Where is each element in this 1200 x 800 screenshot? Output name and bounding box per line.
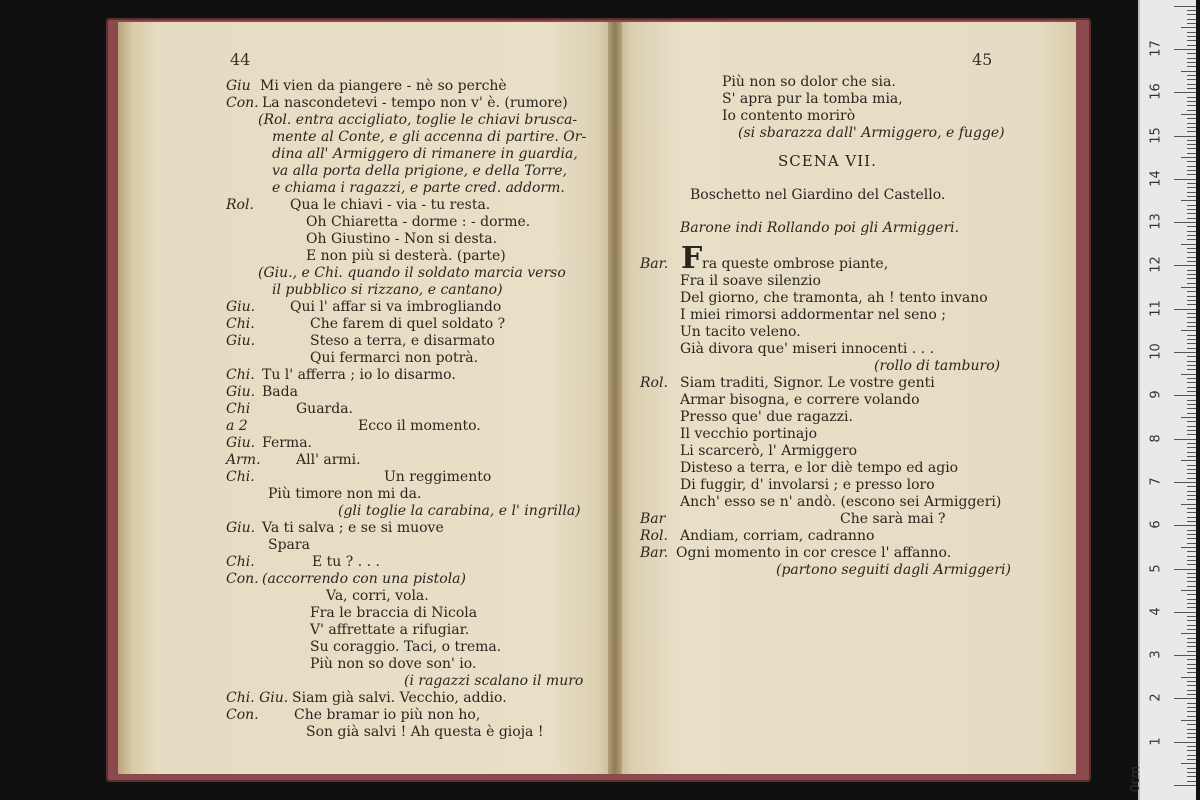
speaker-label: Chi. — [226, 316, 255, 332]
text-line: va alla porta della prigione, e della Torre, — [272, 163, 568, 179]
ruler-number: 1 — [1148, 737, 1164, 746]
text-line: ra queste ombrose piante, — [702, 256, 889, 272]
text-line: Io contento morirò — [722, 108, 856, 124]
ruler-tick — [1187, 343, 1196, 344]
ruler-tick — [1187, 10, 1196, 11]
text-line: Fra le braccia di Nicola — [310, 605, 478, 621]
text-line: (rollo di tamburo) — [874, 358, 1001, 374]
ruler-tick — [1187, 339, 1196, 340]
ruler-number: 3 — [1148, 650, 1164, 659]
ruler-tick — [1174, 698, 1196, 699]
text-line: Ogni momento in cor cresce l' affanno. — [676, 545, 952, 561]
ruler-tick — [1187, 218, 1196, 219]
ruler-tick — [1187, 378, 1196, 379]
text-line: Oh Chiaretta - dorme : - dorme. — [306, 214, 531, 230]
ruler-tick — [1187, 296, 1196, 297]
ruler-tick — [1187, 97, 1196, 98]
ruler-tick — [1181, 157, 1196, 158]
speaker-label: Chi. Giu. — [226, 690, 289, 706]
text-line: Presso que' due ragazzi. — [680, 409, 853, 425]
ruler-tick — [1181, 590, 1196, 591]
speaker-label: Arm. — [226, 452, 261, 468]
ruler-tick — [1181, 114, 1196, 115]
ruler-tick — [1187, 36, 1196, 37]
ruler-tick — [1174, 222, 1196, 223]
text-line: (Rol. entra accigliato, toglie le chiavi brusca- — [258, 112, 578, 128]
ruler-tick — [1187, 681, 1196, 682]
ruler-tick — [1187, 703, 1196, 704]
text-line: Armar bisogna, e correre volando — [680, 392, 920, 408]
ruler-tick — [1187, 101, 1196, 102]
ruler-number: 17 — [1148, 40, 1164, 57]
ruler-tick — [1187, 127, 1196, 128]
ruler-tick — [1187, 23, 1196, 24]
ruler-tick — [1187, 166, 1196, 167]
ruler-tick — [1187, 469, 1196, 470]
ruler-tick — [1187, 192, 1196, 193]
ruler-tick — [1187, 465, 1196, 466]
ruler-tick — [1187, 66, 1196, 67]
speaker-label: Rol. — [640, 375, 668, 391]
ruler-tick — [1174, 352, 1196, 353]
ruler-tick — [1187, 58, 1196, 59]
ruler-tick — [1187, 746, 1196, 747]
ruler-tick — [1187, 209, 1196, 210]
ruler-tick — [1187, 607, 1196, 608]
ruler-tick — [1187, 707, 1196, 708]
ruler-tick — [1187, 521, 1196, 522]
ruler-tick — [1187, 205, 1196, 206]
ruler-tick — [1174, 525, 1196, 526]
ruler-number: 13 — [1148, 213, 1164, 230]
ruler-tick — [1187, 690, 1196, 691]
text-line: (i ragazzi scalano il muro — [404, 673, 584, 689]
scene-title: SCENA VII. — [778, 152, 877, 170]
ruler-tick — [1187, 724, 1196, 725]
ruler-tick — [1187, 534, 1196, 535]
ruler-tick — [1187, 768, 1196, 769]
ruler-tick — [1187, 408, 1196, 409]
speaker-label: Con. — [226, 707, 259, 723]
ruler-tick — [1174, 742, 1196, 743]
text-line: S' apra pur la tomba mia, — [722, 91, 903, 107]
ruler-tick — [1187, 733, 1196, 734]
ruler-tick — [1187, 123, 1196, 124]
ruler-tick — [1187, 499, 1196, 500]
ruler-tick — [1187, 404, 1196, 405]
ruler-tick — [1187, 19, 1196, 20]
ruler-tick — [1187, 317, 1196, 318]
ruler-tick — [1174, 49, 1196, 50]
speaker-label: Con. — [226, 571, 259, 587]
ruler-tick — [1187, 426, 1196, 427]
ruler-tick — [1174, 6, 1196, 7]
ruler-tick — [1187, 672, 1196, 673]
ruler-tick — [1187, 413, 1196, 414]
text-line: I miei rimorsi addormentar nel seno ; — [680, 307, 947, 323]
text-line: Fra il soave silenzio — [680, 273, 821, 289]
text-line: Va ti salva ; e se si muove — [262, 520, 444, 536]
ruler-tick — [1181, 374, 1196, 375]
text-line: V' affrettate a rifugiar. — [310, 622, 470, 638]
text-line: (partono seguiti dagli Armiggeri) — [776, 562, 1011, 578]
ruler-tick — [1187, 716, 1196, 717]
ruler-tick — [1187, 304, 1196, 305]
text-line: Su coraggio. Taci, o trema. — [310, 639, 502, 655]
ruler-tick — [1181, 200, 1196, 201]
ruler-number: 8 — [1148, 433, 1164, 443]
text-line: e chiama i ragazzi, e parte cred. addorm. — [272, 180, 565, 196]
ruler-tick — [1187, 161, 1196, 162]
speaker-label: Giu. — [226, 520, 256, 536]
ruler-tick — [1187, 45, 1196, 46]
text-line: Ecco il momento. — [358, 418, 481, 434]
ruler-tick — [1181, 460, 1196, 461]
text-line: Già divora que' miseri innocenti . . . — [680, 341, 935, 357]
ruler-tick — [1187, 326, 1196, 327]
ruler-tick — [1181, 677, 1196, 678]
ruler-tick — [1174, 569, 1196, 570]
text-line: E tu ? . . . — [312, 554, 380, 570]
ruler-tick — [1187, 620, 1196, 621]
ruler-tick — [1187, 512, 1196, 513]
ruler-tick — [1187, 105, 1196, 106]
ruler-tick — [1187, 434, 1196, 435]
ruler-tick — [1187, 551, 1196, 552]
text-line: Qua le chiavi - via - tu resta. — [290, 197, 491, 213]
ruler-tick — [1174, 482, 1196, 483]
text-line: All' armi. — [296, 452, 361, 468]
speaker-label: Giu. — [226, 435, 256, 451]
ruler-tick — [1181, 244, 1196, 245]
text-line: La nascondetevi - tempo non v' è. (rumore) — [262, 95, 568, 111]
ruler-tick — [1187, 594, 1196, 595]
text-line: Tu l' afferra ; io lo disarmo. — [262, 367, 456, 383]
speaker-label: Rol. — [640, 528, 668, 544]
ruler-tick — [1187, 79, 1196, 80]
text-line: (si sbarazza dall' Armiggero, e fugge) — [738, 125, 1005, 141]
ruler-tick — [1187, 361, 1196, 362]
ruler-number: 6 — [1148, 520, 1164, 529]
text-line: Un tacito veleno. — [680, 324, 801, 340]
speaker-label: Bar. — [640, 256, 669, 272]
ruler-tick — [1187, 183, 1196, 184]
speaker-label: Chi. — [226, 469, 255, 485]
ruler-tick — [1187, 659, 1196, 660]
ruler-tick — [1187, 118, 1196, 119]
ruler-tick — [1187, 235, 1196, 236]
ruler-tick — [1187, 291, 1196, 292]
ruler-tick — [1187, 148, 1196, 149]
speaker-label: Chi. — [226, 554, 255, 570]
text-line: Che bramar io più non ho, — [294, 707, 481, 723]
ruler-tick — [1174, 785, 1196, 786]
ruler-tick — [1174, 439, 1196, 440]
speaker-label: Bar. — [640, 545, 669, 561]
speaker-label: Con. — [226, 95, 259, 111]
ruler-tick — [1187, 430, 1196, 431]
ruler-tick — [1187, 664, 1196, 665]
text-line: Ferma. — [262, 435, 312, 451]
ruler-tick — [1187, 187, 1196, 188]
ruler-tick — [1187, 421, 1196, 422]
ruler-tick — [1187, 625, 1196, 626]
text-line: Più non so dolor che sia. — [722, 74, 896, 90]
ruler-tick — [1181, 720, 1196, 721]
ruler-tick — [1187, 131, 1196, 132]
ruler-tick — [1174, 309, 1196, 310]
ruler-tick — [1187, 300, 1196, 301]
ruler-tick — [1187, 322, 1196, 323]
text-line: Bada — [262, 384, 298, 400]
ruler-tick — [1187, 586, 1196, 587]
ruler-tick — [1181, 504, 1196, 505]
ruler-tick — [1187, 603, 1196, 604]
text-line: Mi vien da piangere - nè so perchè — [260, 78, 507, 94]
ruler-tick — [1187, 153, 1196, 154]
ruler-tick — [1187, 646, 1196, 647]
ruler-tick — [1174, 179, 1196, 180]
text-line: Son già salvi ! Ah questa è gioja ! — [306, 724, 544, 740]
text-line: (Giu., e Chi. quando il soldato marcia verso — [258, 265, 566, 281]
ruler-tick — [1187, 313, 1196, 314]
text-line: Oh Giustino - Non si desta. — [306, 231, 498, 247]
ruler-tick — [1187, 40, 1196, 41]
text-line: Che farem di quel soldato ? — [310, 316, 506, 332]
text-line: Siam traditi, Signor. Le vostre genti — [680, 375, 935, 391]
ruler-tick — [1187, 14, 1196, 15]
text-line: Siam già salvi. Vecchio, addio. — [292, 690, 507, 706]
book-gutter — [608, 22, 622, 774]
ruler-tick — [1187, 685, 1196, 686]
ruler-tick — [1187, 478, 1196, 479]
scene-setting: Boschetto nel Giardino del Castello. — [690, 187, 946, 203]
ruler-number: 2 — [1148, 693, 1164, 703]
ruler-number: 10 — [1148, 343, 1164, 360]
ruler-tick — [1187, 486, 1196, 487]
ruler-tick — [1187, 140, 1196, 141]
text-line: Anch' esso se n' andò. (escono sei Armiggeri) — [680, 494, 1002, 510]
ruler-tick — [1174, 395, 1196, 396]
text-line: (accorrendo con una pistola) — [262, 571, 466, 587]
ruler-tick — [1187, 443, 1196, 444]
ruler-tick — [1187, 759, 1196, 760]
ruler-tick — [1187, 737, 1196, 738]
ruler-tick — [1187, 75, 1196, 76]
ruler-tick — [1187, 616, 1196, 617]
speaker-label: a 2 — [226, 418, 248, 434]
ruler-tick — [1187, 668, 1196, 669]
ruler-tick — [1187, 581, 1196, 582]
ruler-tick — [1187, 144, 1196, 145]
ruler-number: 15 — [1148, 126, 1164, 144]
text-line: Andiam, corriam, cadranno — [680, 528, 875, 544]
ruler-tick — [1187, 642, 1196, 643]
ruler-tick — [1187, 694, 1196, 695]
ruler-tick — [1187, 556, 1196, 557]
ruler-tick — [1187, 252, 1196, 253]
ruler-tick — [1187, 387, 1196, 388]
ruler-tick — [1187, 530, 1196, 531]
ruler-number: 9 — [1148, 390, 1164, 399]
ruler-tick — [1187, 517, 1196, 518]
speaker-label: Giu. — [226, 333, 256, 349]
ruler-tick — [1187, 729, 1196, 730]
ruler-tick — [1187, 456, 1196, 457]
ruler-tick — [1187, 538, 1196, 539]
text-line: Steso a terra, e disarmato — [310, 333, 495, 349]
ruler-tick — [1187, 335, 1196, 336]
ruler-number: 16 — [1148, 83, 1164, 100]
ruler-tick — [1187, 196, 1196, 197]
ruler-tick — [1187, 53, 1196, 54]
text-line: Spara — [268, 537, 310, 553]
ruler-tick — [1187, 495, 1196, 496]
ruler-tick — [1187, 261, 1196, 262]
speaker-label: Rol. — [226, 197, 254, 213]
ruler-tick — [1187, 170, 1196, 171]
ruler-tick — [1187, 638, 1196, 639]
ruler-tick — [1187, 651, 1196, 652]
drop-cap: F — [681, 241, 703, 276]
ruler-tick — [1187, 278, 1196, 279]
ruler-tick — [1174, 655, 1196, 656]
ruler-tick — [1174, 265, 1196, 266]
ruler-tick — [1181, 27, 1196, 28]
ruler-tick — [1187, 62, 1196, 63]
text-line: Un reggimento — [384, 469, 492, 485]
scene-characters: Barone indi Rollando poi gli Armiggeri. — [680, 220, 960, 236]
ruler-tick — [1181, 287, 1196, 288]
text-line: il pubblico si rizzano, e cantano) — [272, 282, 503, 298]
text-line: Che sarà mai ? — [840, 511, 946, 527]
ruler-tick — [1187, 473, 1196, 474]
speaker-label: Chi — [226, 401, 251, 417]
text-line: Guarda. — [296, 401, 353, 417]
ruler-tick — [1187, 543, 1196, 544]
ruler-tick — [1187, 564, 1196, 565]
ruler-tick — [1187, 573, 1196, 574]
speaker-label: Giu. — [226, 299, 256, 315]
ruler-tick — [1187, 400, 1196, 401]
left-page-number: 44 — [230, 50, 251, 69]
ruler-tick — [1187, 382, 1196, 383]
text-line: Li scarcerò, l' Armiggero — [680, 443, 858, 459]
ruler-tick — [1181, 417, 1196, 418]
ruler-tick — [1187, 239, 1196, 240]
ruler-tick — [1187, 755, 1196, 756]
ruler-tick — [1187, 781, 1196, 782]
text-line: Del giorno, che tramonta, ah ! tento invano — [680, 290, 988, 306]
ruler-number: 5 — [1148, 563, 1164, 573]
ruler-tick — [1187, 711, 1196, 712]
text-line: Più timore non mi da. — [268, 486, 422, 502]
ruler-tick — [1187, 772, 1196, 773]
ruler-tick — [1187, 776, 1196, 777]
ruler-tick — [1187, 750, 1196, 751]
ruler-number: 11 — [1148, 299, 1164, 317]
ruler-tick — [1187, 560, 1196, 561]
ruler-number: 7 — [1148, 477, 1164, 486]
ruler-tick — [1187, 248, 1196, 249]
ruler-tick — [1187, 599, 1196, 600]
ruler-tick — [1187, 283, 1196, 284]
speaker-label: Bar — [640, 511, 666, 527]
ruler-tick — [1187, 32, 1196, 33]
text-line: Qui l' affar si va imbrogliando — [290, 299, 502, 315]
ruler-tick — [1187, 391, 1196, 392]
text-line: mente al Conte, e gli accenna di partire. Or- — [272, 129, 587, 145]
text-line: E non più si desterà. (parte) — [306, 248, 506, 264]
ruler-tick — [1187, 274, 1196, 275]
ruler-tick — [1187, 365, 1196, 366]
speaker-label: Giu — [226, 78, 251, 94]
ruler-tick — [1187, 348, 1196, 349]
ruler-tick — [1187, 213, 1196, 214]
ruler-tick — [1181, 71, 1196, 72]
ruler-tick — [1181, 763, 1196, 764]
speaker-label: Chi. — [226, 367, 255, 383]
ruler-tick — [1187, 577, 1196, 578]
ruler-tick — [1187, 356, 1196, 357]
ruler-tick — [1187, 88, 1196, 89]
ruler-tick — [1187, 231, 1196, 232]
ruler-tick — [1174, 136, 1196, 137]
ruler-tick — [1187, 452, 1196, 453]
ruler-number: 12 — [1148, 256, 1164, 274]
ruler-tick — [1187, 369, 1196, 370]
ruler-tick — [1181, 633, 1196, 634]
ruler-tick — [1187, 491, 1196, 492]
ruler-tick — [1187, 226, 1196, 227]
speaker-label: Giu. — [226, 384, 256, 400]
text-line: Disteso a terra, e lor diè tempo ed agio — [680, 460, 959, 476]
text-line: Il vecchio portinajo — [680, 426, 818, 442]
ruler-number: 14 — [1148, 170, 1164, 187]
text-line: dina all' Armiggero di rimanere in guardia, — [272, 146, 578, 162]
ruler-tick — [1187, 508, 1196, 509]
ruler-tick — [1174, 92, 1196, 93]
ruler-tick — [1187, 257, 1196, 258]
right-page-number: 45 — [972, 50, 993, 69]
text-line: Qui fermarci non potrà. — [310, 350, 479, 366]
ruler-tick — [1187, 447, 1196, 448]
text-line: (gli toglie la carabina, e l' ingrilla) — [338, 503, 581, 519]
ruler-tick — [1187, 629, 1196, 630]
measurement-ruler — [1128, 0, 1196, 800]
ruler-unit: 0cm — [1128, 766, 1142, 792]
ruler-tick — [1174, 612, 1196, 613]
ruler-tick — [1187, 84, 1196, 85]
ruler-number: 4 — [1148, 607, 1164, 616]
ruler-tick — [1187, 110, 1196, 111]
text-line: Va, corri, vola. — [326, 588, 429, 604]
text-line: Di fuggir, d' involarsi ; e presso loro — [680, 477, 935, 493]
ruler-tick — [1187, 270, 1196, 271]
ruler-tick — [1181, 330, 1196, 331]
ruler-tick — [1187, 174, 1196, 175]
ruler-tick — [1181, 547, 1196, 548]
text-line: Più non so dove son' io. — [310, 656, 477, 672]
